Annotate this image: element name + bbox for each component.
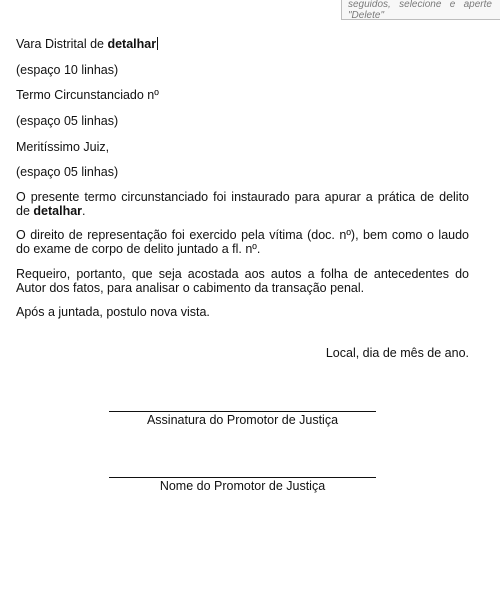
text-cursor bbox=[157, 37, 158, 50]
name-label: Nome do Promotor de Justiça bbox=[159, 479, 326, 493]
termo-title: Termo Circunstanciado nº bbox=[16, 88, 159, 102]
tooltip-line-1 bbox=[348, 0, 500, 10]
signature-line bbox=[109, 411, 376, 412]
paragraph-2: O direito de representação foi exercido pela vítima (doc. nº), bem como o laudo do exame de corpo de delito juntado a fl. nº. bbox=[16, 228, 469, 256]
signature-label: Assinatura do Promotor de Justiça bbox=[146, 413, 339, 427]
tooltip-line-2: "Delete" bbox=[348, 10, 385, 21]
heading-placeholder: detalhar bbox=[107, 37, 157, 51]
heading-prefix: Vara Distrital de bbox=[16, 37, 108, 51]
tooltip-word: e bbox=[449, 0, 456, 10]
document-body[interactable] bbox=[16, 37, 469, 319]
edit-tooltip bbox=[341, 0, 500, 20]
salutation: Meritíssimo Juiz, bbox=[16, 140, 110, 154]
paragraph-4: Após a juntada, postulo nova vista. bbox=[16, 305, 210, 319]
heading-line[interactable] bbox=[16, 37, 469, 51]
paragraph-1-placeholder: detalhar bbox=[33, 204, 83, 218]
paragraph-3: Requeiro, portanto, que seja acostada aos autos a folha de antecedentes do Autor dos fatos, para analisar o cabimento da transação penal. bbox=[16, 267, 469, 295]
tooltip-word: aperte bbox=[463, 0, 492, 10]
spacing-note: (espaço 10 linhas) bbox=[16, 63, 119, 77]
paragraph-1-text: O presente termo circunstanciado foi instaurado para apurar a prática de delito de bbox=[16, 190, 469, 218]
spacing-note: (espaço 05 linhas) bbox=[16, 114, 119, 128]
tooltip-word: selecione bbox=[399, 0, 442, 10]
name-line bbox=[109, 477, 376, 478]
paragraph-1 bbox=[16, 190, 469, 218]
place-date: Local, dia de mês de ano. bbox=[325, 346, 469, 360]
tooltip-word: seguidos, bbox=[348, 0, 391, 10]
spacing-note: (espaço 05 linhas) bbox=[16, 165, 119, 179]
paragraph-1-end: . bbox=[82, 204, 86, 218]
